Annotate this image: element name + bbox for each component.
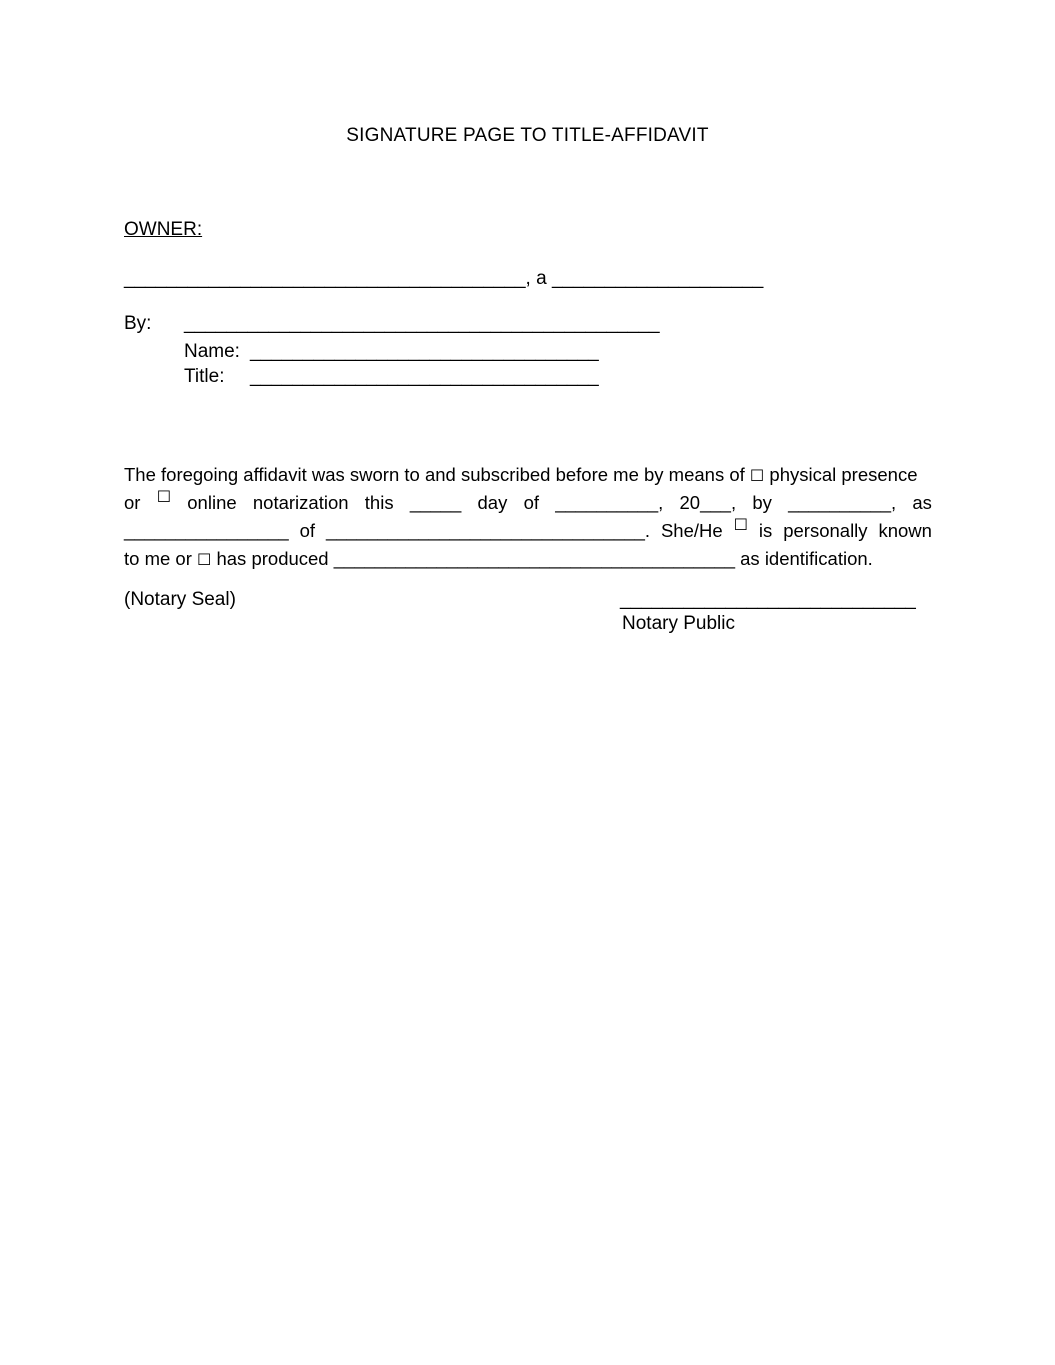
notarization-line-2	[124, 489, 932, 517]
online-notarization-checkbox-icon[interactable]: ☐	[156, 487, 172, 506]
notarization-text-2a: or	[124, 492, 141, 513]
notarization-text-3e: is	[758, 520, 773, 541]
by-row	[124, 313, 660, 335]
notary-public-label: Notary Public	[622, 613, 735, 634]
name-input-line[interactable]: _________________________________	[250, 341, 599, 362]
notarization-text-3f: personally	[783, 520, 868, 541]
notary-signature-line[interactable]: ____________________________	[620, 589, 916, 610]
title-input-line[interactable]: _________________________________	[250, 366, 599, 387]
notarization-text-2c: notarization	[252, 492, 349, 513]
page-title: SIGNATURE PAGE TO TITLE-AFFIDAVIT	[346, 125, 709, 146]
notarization-line-1	[124, 461, 932, 489]
notarization-text-3d: She/He	[660, 520, 723, 541]
notarization-text-2d: this	[364, 492, 394, 513]
notarization-paragraph	[124, 461, 932, 573]
notarization-text-3g: known	[878, 520, 932, 541]
personally-known-checkbox-icon[interactable]: ☐	[733, 515, 748, 534]
signer-name-blank[interactable]: __________,	[788, 492, 897, 513]
identification-blank[interactable]: has produced _______________________________________ as identification.	[216, 548, 873, 569]
notarization-text-2j: by	[752, 492, 772, 513]
notarization-text-2f: day	[477, 492, 508, 513]
by-signature-line[interactable]: _____________________________________________	[184, 313, 660, 334]
name-label: Name:	[184, 341, 240, 362]
notarization-text-3b: of	[299, 520, 315, 541]
owner-label: OWNER:	[124, 219, 203, 240]
day-blank[interactable]: _____	[409, 492, 462, 513]
has-produced-checkbox-icon[interactable]: ☐	[197, 550, 212, 569]
notarization-text-2g: of	[523, 492, 539, 513]
notarization-line-3	[124, 517, 932, 545]
notarization-text-1a: The foregoing affidavit was sworn to and subscribed before me by means of	[124, 464, 745, 485]
entity-name-blank[interactable]: _______________________________.	[325, 520, 651, 541]
signer-title-blank[interactable]: ________________	[124, 520, 289, 541]
notarization-text-1b: physical presence	[769, 464, 918, 485]
notarization-line-4	[124, 545, 932, 573]
name-row	[184, 341, 599, 363]
by-label: By:	[124, 313, 152, 334]
year-blank[interactable]: 20___,	[679, 492, 737, 513]
physical-presence-checkbox-icon[interactable]: ☐	[749, 466, 765, 485]
title-row	[184, 366, 599, 388]
month-blank[interactable]: __________,	[555, 492, 664, 513]
title-label: Title:	[184, 366, 225, 387]
owner-entity-line[interactable]: ______________________________________, a ____________________	[124, 268, 764, 289]
notarization-text-2l: as	[912, 492, 932, 513]
notarization-text-2b: online	[187, 492, 237, 513]
notary-seal-label: (Notary Seal)	[124, 589, 236, 610]
notarization-text-4a: to me or	[124, 548, 192, 569]
